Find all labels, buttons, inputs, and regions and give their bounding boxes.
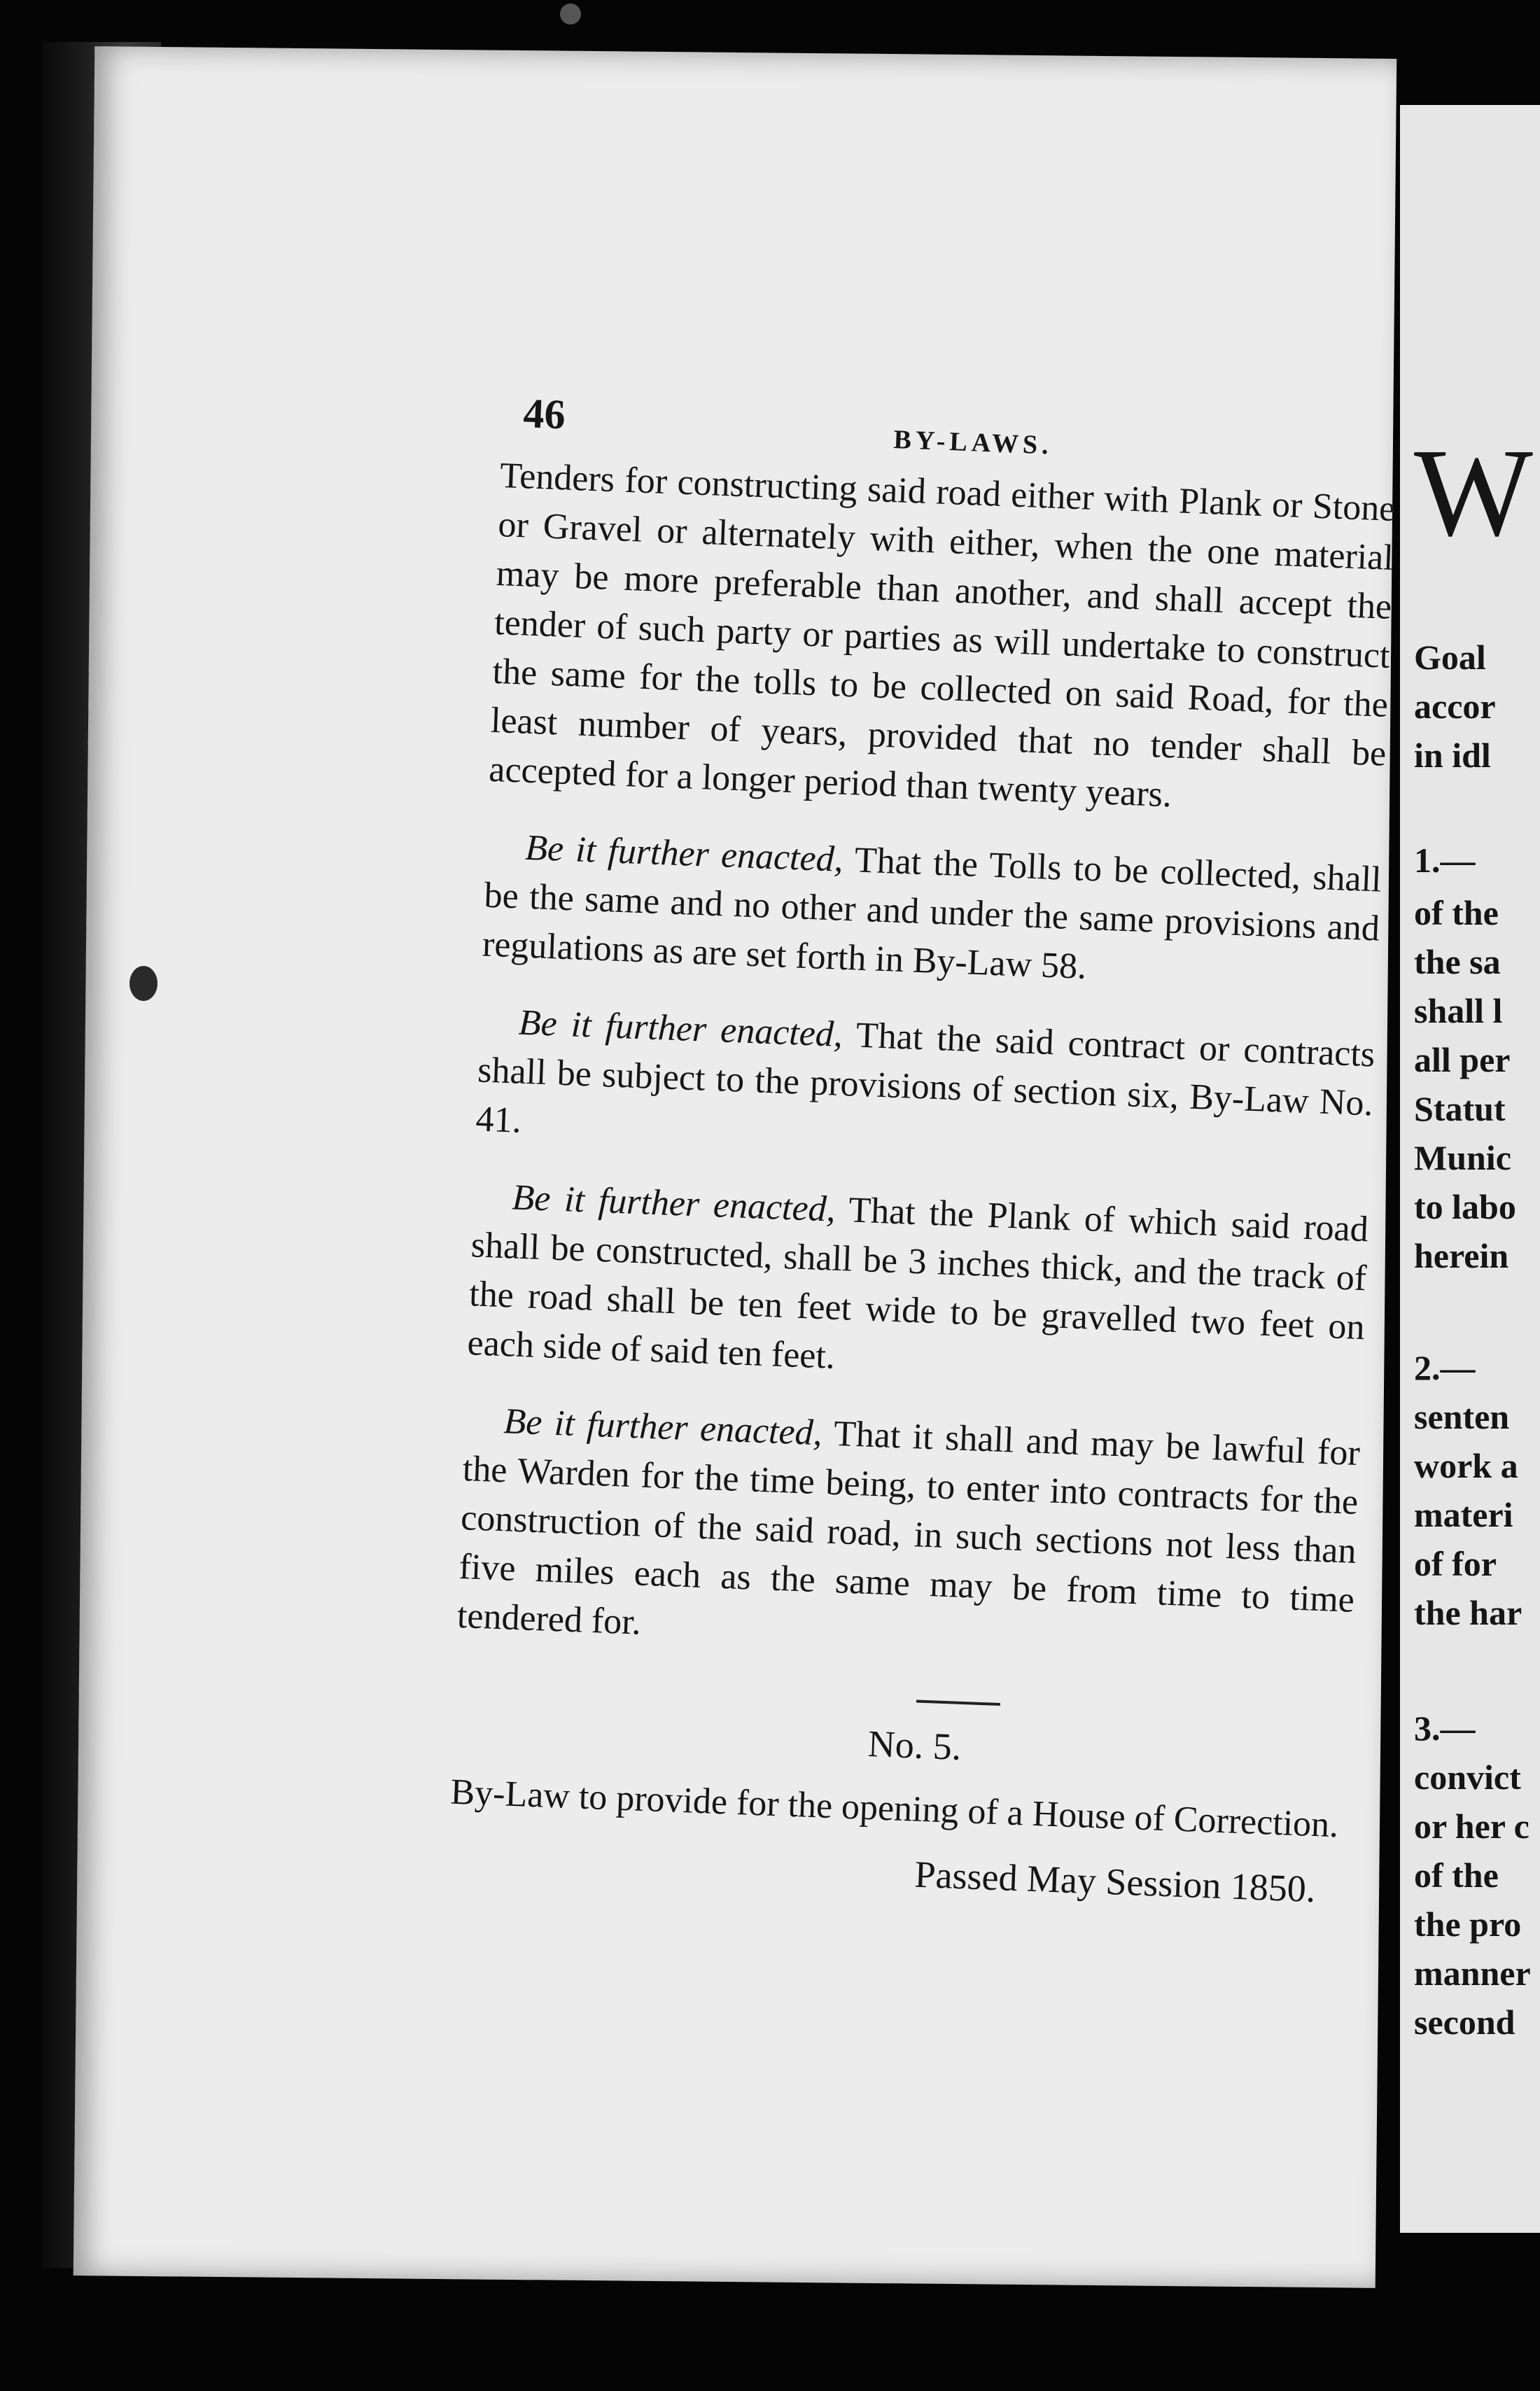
ink-blot	[130, 966, 158, 1001]
paragraph-5	[456, 1396, 1361, 1674]
right-page-fragment: of the	[1414, 893, 1499, 932]
bylaw-number: No. 5.	[867, 1723, 962, 1768]
right-page-fragment: Statut	[1414, 1089, 1506, 1128]
right-page-fragment: 1.—	[1414, 841, 1476, 880]
right-page-fragment: shall l	[1414, 991, 1503, 1030]
right-page	[1400, 105, 1540, 2233]
right-page-fragment: of the	[1414, 1856, 1499, 1895]
paragraph-2	[482, 822, 1382, 1003]
right-page-fragment: the har	[1414, 1593, 1522, 1632]
right-page-fragment: materi	[1414, 1495, 1513, 1534]
enacting-clause: Be it further enacted,	[503, 1401, 823, 1454]
right-page-fragment: senten	[1414, 1397, 1510, 1436]
paragraph-1	[488, 451, 1396, 828]
right-page-fragment: Goal	[1414, 638, 1486, 677]
running-head: BY-LAWS.	[892, 425, 1054, 461]
right-page-fragment: manner	[1414, 1954, 1531, 1993]
right-page-fragment: work a	[1414, 1446, 1518, 1485]
enacting-clause: Be it further enacted,	[517, 1002, 844, 1055]
right-page-fragment: in idl	[1414, 736, 1491, 775]
right-page-fragment: of for	[1414, 1544, 1497, 1583]
enacting-clause: Be it further enacted,	[511, 1177, 836, 1230]
body-text	[372, 449, 1424, 1676]
right-page-fragment: all per	[1414, 1040, 1511, 1079]
paragraph-text: Tenders for constructing said road either with Plank or Stone or Gravel or alternately with either, when the one material may be more preferable than another, and shall accept the tender of such party or parties as will undertake to construct the same for the tolls to be collected on said Road, for the least number of years, provided that no tender shall be accepted for a longer period than twenty years.	[488, 456, 1396, 815]
bylaw-title: By-Law to provide for the opening of a House of Correction.	[449, 1772, 1340, 1846]
right-page-fragment: to labo	[1414, 1187, 1516, 1226]
paragraph-text: That the Tolls to be collected, shall be the same and no other and under the same provisions and regulations as are set forth in By-Law 58.	[482, 839, 1382, 987]
enacting-clause: Be it further enacted,	[524, 827, 844, 880]
right-page-fragment: accor	[1414, 687, 1496, 726]
section-divider	[916, 1700, 1000, 1706]
right-page-fragment: the pro	[1414, 1905, 1522, 1944]
right-page-fragment: Munic	[1414, 1138, 1511, 1177]
right-page-fragment: 3.—	[1414, 1709, 1476, 1748]
right-page-fragment: 2.—	[1414, 1348, 1476, 1387]
paragraph-text: That the Plank of which said road shall be constructed, shall be 3 inches thick, and the track of the road shall be ten feet wide to be gravelled two feet on each side of said ten feet.	[466, 1189, 1369, 1377]
right-page-fragment: or her c	[1414, 1807, 1530, 1846]
passed-date: Passed May Session 1850.	[913, 1853, 1317, 1911]
paragraph-text: That the said contract or contracts shall be subject to the provisions of section six, By-Law No. 41.	[475, 1014, 1376, 1141]
paragraph-text: That it shall and may be lawful for the Warden for the time being, to enter into contracts for the construction of the said road, in such sections not less than five miles each as the same may be from time to time tendered for.	[456, 1413, 1361, 1643]
ink-blot	[560, 3, 581, 24]
right-page-fragment: herein	[1414, 1236, 1509, 1275]
right-page-fragment: the sa	[1414, 942, 1501, 981]
drop-cap: W	[1414, 423, 1533, 562]
left-page	[74, 46, 1396, 2288]
right-page-fragment: convict	[1414, 1758, 1521, 1797]
page-number: 46	[522, 390, 566, 438]
paragraph-4	[466, 1172, 1369, 1401]
page-text-block	[363, 344, 1428, 1913]
right-page-fragment: second	[1414, 2003, 1516, 2042]
paragraph-3	[475, 997, 1376, 1177]
